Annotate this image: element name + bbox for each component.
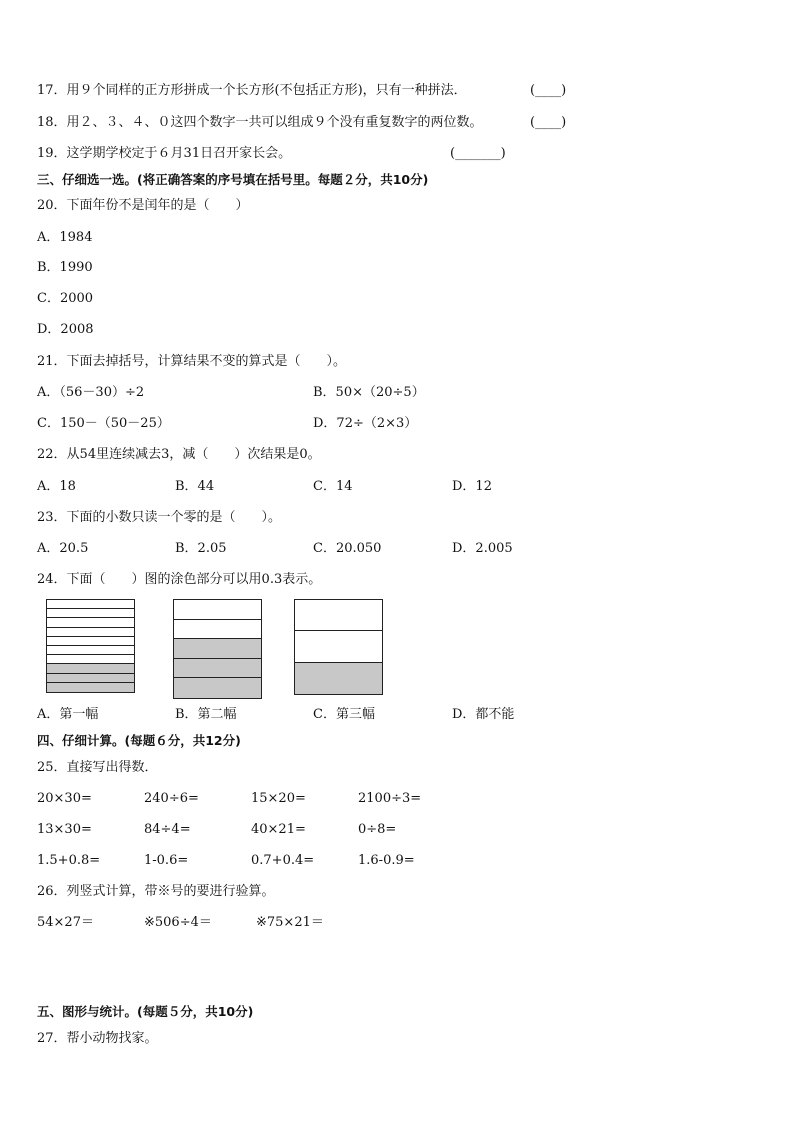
vertical-calc-item: ※506÷4＝	[144, 915, 212, 930]
q24-option-d[interactable]: D．都不能	[452, 707, 515, 722]
unshaded-row	[174, 600, 261, 620]
shaded-row	[47, 664, 134, 673]
unshaded-row	[47, 646, 134, 655]
shaded-row	[47, 683, 134, 692]
calc-item: 84÷4=	[144, 822, 191, 837]
q23-option-d[interactable]: D．2.005	[452, 541, 513, 556]
question-20: 20．下面年份不是闰年的是（ ）	[37, 198, 249, 213]
q22-option-d[interactable]: D．12	[452, 479, 492, 494]
unshaded-row	[47, 628, 134, 637]
q21-option-c[interactable]: C．150－（50－25）	[37, 416, 170, 431]
calc-item: 40×21=	[251, 822, 306, 837]
q24-option-b[interactable]: B．第二幅	[175, 707, 237, 722]
vertical-calc-item: ※75×21＝	[256, 915, 324, 930]
q21-option-a[interactable]: A．（56－30）÷2	[37, 385, 145, 400]
question-18: 18．用２、３、４、０这四个数字一共可以组成９个没有重复数字的两位数。	[37, 115, 483, 130]
unshaded-row	[47, 609, 134, 618]
section-5-heading: 五、图形与统计。(每题５分，共10分)	[37, 1004, 254, 1019]
calc-item: 2100÷3=	[358, 791, 422, 806]
unshaded-row	[47, 600, 134, 609]
calc-item: 0.7+0.4=	[251, 853, 315, 868]
q20-option-d[interactable]: D．2008	[37, 322, 94, 337]
unshaded-row	[47, 618, 134, 627]
figure-2	[173, 599, 262, 699]
unshaded-row	[47, 655, 134, 664]
unshaded-row	[47, 637, 134, 646]
shaded-row	[174, 659, 261, 679]
calc-item: 13×30=	[37, 822, 92, 837]
answer-blank-17[interactable]: (____)	[530, 83, 567, 98]
calc-item: 240÷6=	[144, 791, 199, 806]
q24-option-a[interactable]: A．第一幅	[37, 707, 99, 722]
shaded-row	[174, 678, 261, 698]
shaded-row	[295, 663, 382, 694]
question-21: 21．下面去掉括号，计算结果不变的算式是（ ）。	[37, 354, 347, 369]
question-26: 26．列竖式计算，带※号的要进行验算。	[37, 884, 275, 899]
calc-item: 20×30=	[37, 791, 92, 806]
question-22: 22．从54里连续减去3，减（ ）次结果是0。	[37, 447, 321, 462]
q21-option-b[interactable]: B．50×（20÷5）	[313, 385, 425, 400]
question-27: 27．帮小动物找家。	[37, 1031, 158, 1046]
q23-option-a[interactable]: A．20.5	[37, 541, 89, 556]
answer-blank-19[interactable]: (_______)	[450, 146, 506, 161]
q22-option-a[interactable]: A．18	[37, 479, 76, 494]
q21-option-d[interactable]: D．72÷（2×3）	[313, 416, 418, 431]
calc-item: 0÷8=	[358, 822, 397, 837]
shaded-row	[174, 639, 261, 659]
calc-item: 1.6-0.9=	[358, 853, 415, 868]
q22-option-c[interactable]: C．14	[313, 479, 353, 494]
figure-3	[294, 599, 383, 695]
q22-option-b[interactable]: B．44	[175, 479, 215, 494]
vertical-calc-item: 54×27＝	[37, 915, 94, 930]
question-24: 24．下面（ ）图的涂色部分可以用0.3表示。	[37, 572, 322, 587]
q20-option-a[interactable]: A．1984	[37, 230, 93, 245]
question-25: 25．直接写出得数．	[37, 760, 158, 775]
calc-item: 1.5+0.8=	[37, 853, 101, 868]
q23-option-b[interactable]: B．2.05	[175, 541, 227, 556]
unshaded-row	[295, 600, 382, 631]
section-4-heading: 四、仔细计算。(每题６分，共12分)	[37, 733, 241, 748]
q20-option-b[interactable]: B．1990	[37, 260, 93, 275]
unshaded-row	[174, 620, 261, 640]
calc-item: 1-0.6=	[144, 853, 189, 868]
q20-option-c[interactable]: C．2000	[37, 291, 94, 306]
answer-blank-18[interactable]: (____)	[530, 115, 567, 130]
q24-option-c[interactable]: C．第三幅	[313, 707, 375, 722]
question-19: 19．这学期学校定于６月31日召开家长会。	[37, 146, 292, 161]
q23-option-c[interactable]: C．20.050	[313, 541, 382, 556]
unshaded-row	[295, 631, 382, 662]
section-3-heading: 三、仔细选一选。(将正确答案的序号填在括号里。每题２分，共10分)	[37, 172, 429, 187]
question-17: 17．用９个同样的正方形拼成一个长方形(不包括正方形)，只有一种拼法．	[37, 83, 467, 98]
figure-1	[46, 599, 135, 693]
shaded-row	[47, 674, 134, 683]
question-23: 23．下面的小数只读一个零的是（ ）。	[37, 510, 282, 525]
calc-item: 15×20=	[251, 791, 306, 806]
